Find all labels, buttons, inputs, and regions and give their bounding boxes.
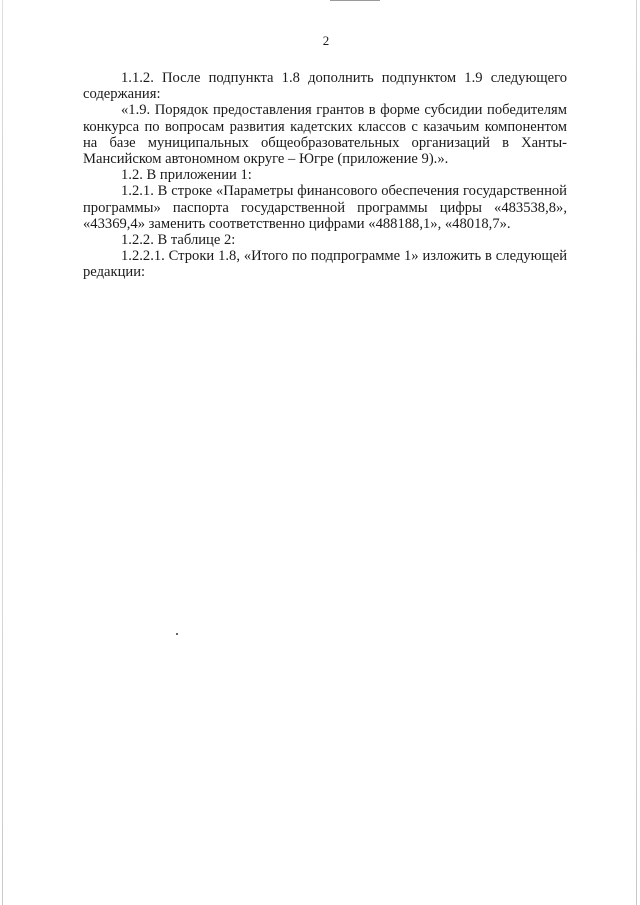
scan-edge-right bbox=[636, 0, 637, 905]
paragraph-1-2-2-1: 1.2.2.1. Строки 1.8, «Итого по подпрограмме 1» изложить в следующей редакции: bbox=[83, 248, 567, 281]
scan-speck bbox=[176, 633, 178, 635]
paragraph-1-2-1: 1.2.1. В строке «Параметры финансового обеспечения государственной программы» паспорта государственной программы цифры «483538,8», «43369,4» заменить соответственно цифрами «488188,1», «48018,7». bbox=[83, 183, 567, 232]
paragraph-1-9-quote: «1.9. Порядок предоставления грантов в форме субсидии победителям конкурса по вопросам развития кадетских классов с казачьим компонентом на базе муниципальных общеобразовательных организаций в Ханты-Мансийском автономном округе – Югре (приложение 9).». bbox=[83, 102, 567, 168]
paragraph-1-1-2: 1.1.2. После подпункта 1.8 дополнить подпунктом 1.9 следующего содержания: bbox=[83, 70, 567, 103]
paragraph-1-2-2: 1.2.2. В таблице 2: bbox=[121, 232, 236, 249]
scan-edge-left bbox=[2, 0, 3, 905]
page-number: 2 bbox=[322, 33, 330, 48]
document-body bbox=[83, 70, 567, 281]
paragraph-1-2: 1.2. В приложении 1: bbox=[121, 167, 252, 184]
scan-edge-top bbox=[330, 0, 380, 1]
